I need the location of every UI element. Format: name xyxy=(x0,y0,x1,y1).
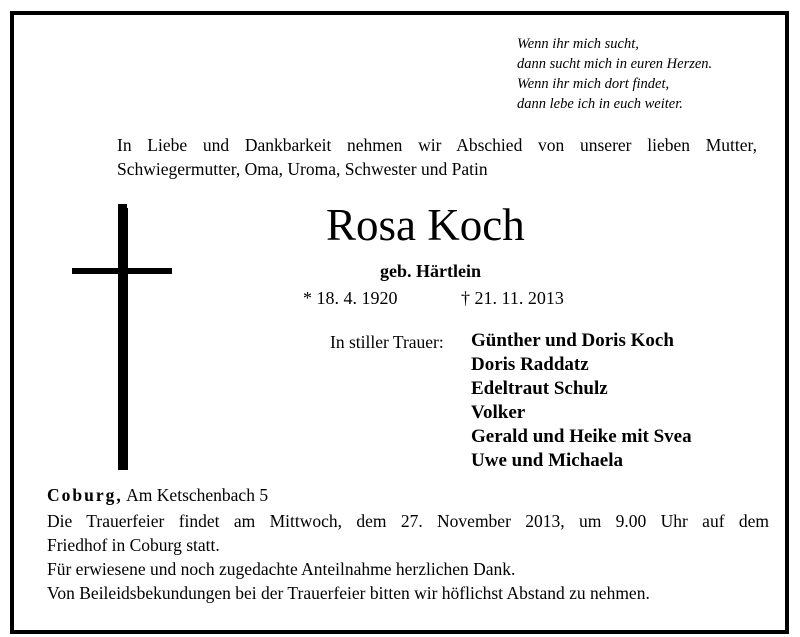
mourner-name: Doris Raddatz xyxy=(471,354,589,375)
mourner-name: Uwe und Michaela xyxy=(471,450,623,471)
intro-line: In Liebe und Dankbarkeit nehmen wir Abschied von unserer lieben Mutter, xyxy=(117,135,757,155)
poem-line: Wenn ihr mich sucht, xyxy=(517,36,639,52)
obituary-notice xyxy=(10,11,789,634)
mourner-name: Edeltraut Schulz xyxy=(471,378,608,399)
mourner-name: Gerald und Heike mit Svea xyxy=(471,426,692,447)
thanks-text: Für erwiesene und noch zugedachte Anteilnahme herzlichen Dank. xyxy=(47,559,516,579)
deceased-name: Rosa Koch xyxy=(326,200,525,250)
cross-icon xyxy=(72,204,172,470)
intro-line: Schwiegermutter, Oma, Uroma, Schwester und Patin xyxy=(117,159,488,179)
mourner-name: Volker xyxy=(471,402,526,423)
poem-line: dann sucht mich in euren Herzen. xyxy=(517,56,713,72)
birth-name: geb. Härtlein xyxy=(380,261,481,281)
address-street: Am Ketschenbach 5 xyxy=(126,485,269,505)
mourner-name: Günther und Doris Koch xyxy=(471,330,674,351)
poem xyxy=(517,34,712,114)
intro-text xyxy=(117,133,757,181)
mourners-label: In stiller Trauer: xyxy=(330,332,444,352)
address-city: Coburg, xyxy=(47,485,123,505)
funeral-info-line: Die Trauerfeier findet am Mittwoch, dem 27. November 2013, um 9.00 Uhr auf dem xyxy=(47,511,769,531)
mourners-list xyxy=(471,329,692,473)
poem-line: Wenn ihr mich dort findet, xyxy=(517,76,670,92)
notes xyxy=(47,509,769,605)
poem-line: dann lebe ich in euch weiter. xyxy=(517,96,683,112)
address xyxy=(47,485,268,506)
death-date: † 21. 11. 2013 xyxy=(461,288,564,308)
condolence-text: Von Beileidsbekundungen bei der Trauerfeier bitten wir höflichst Abstand zu nehmen. xyxy=(47,583,650,603)
funeral-info-line: Friedhof in Coburg statt. xyxy=(47,535,220,555)
birth-date: * 18. 4. 1920 xyxy=(303,288,398,308)
